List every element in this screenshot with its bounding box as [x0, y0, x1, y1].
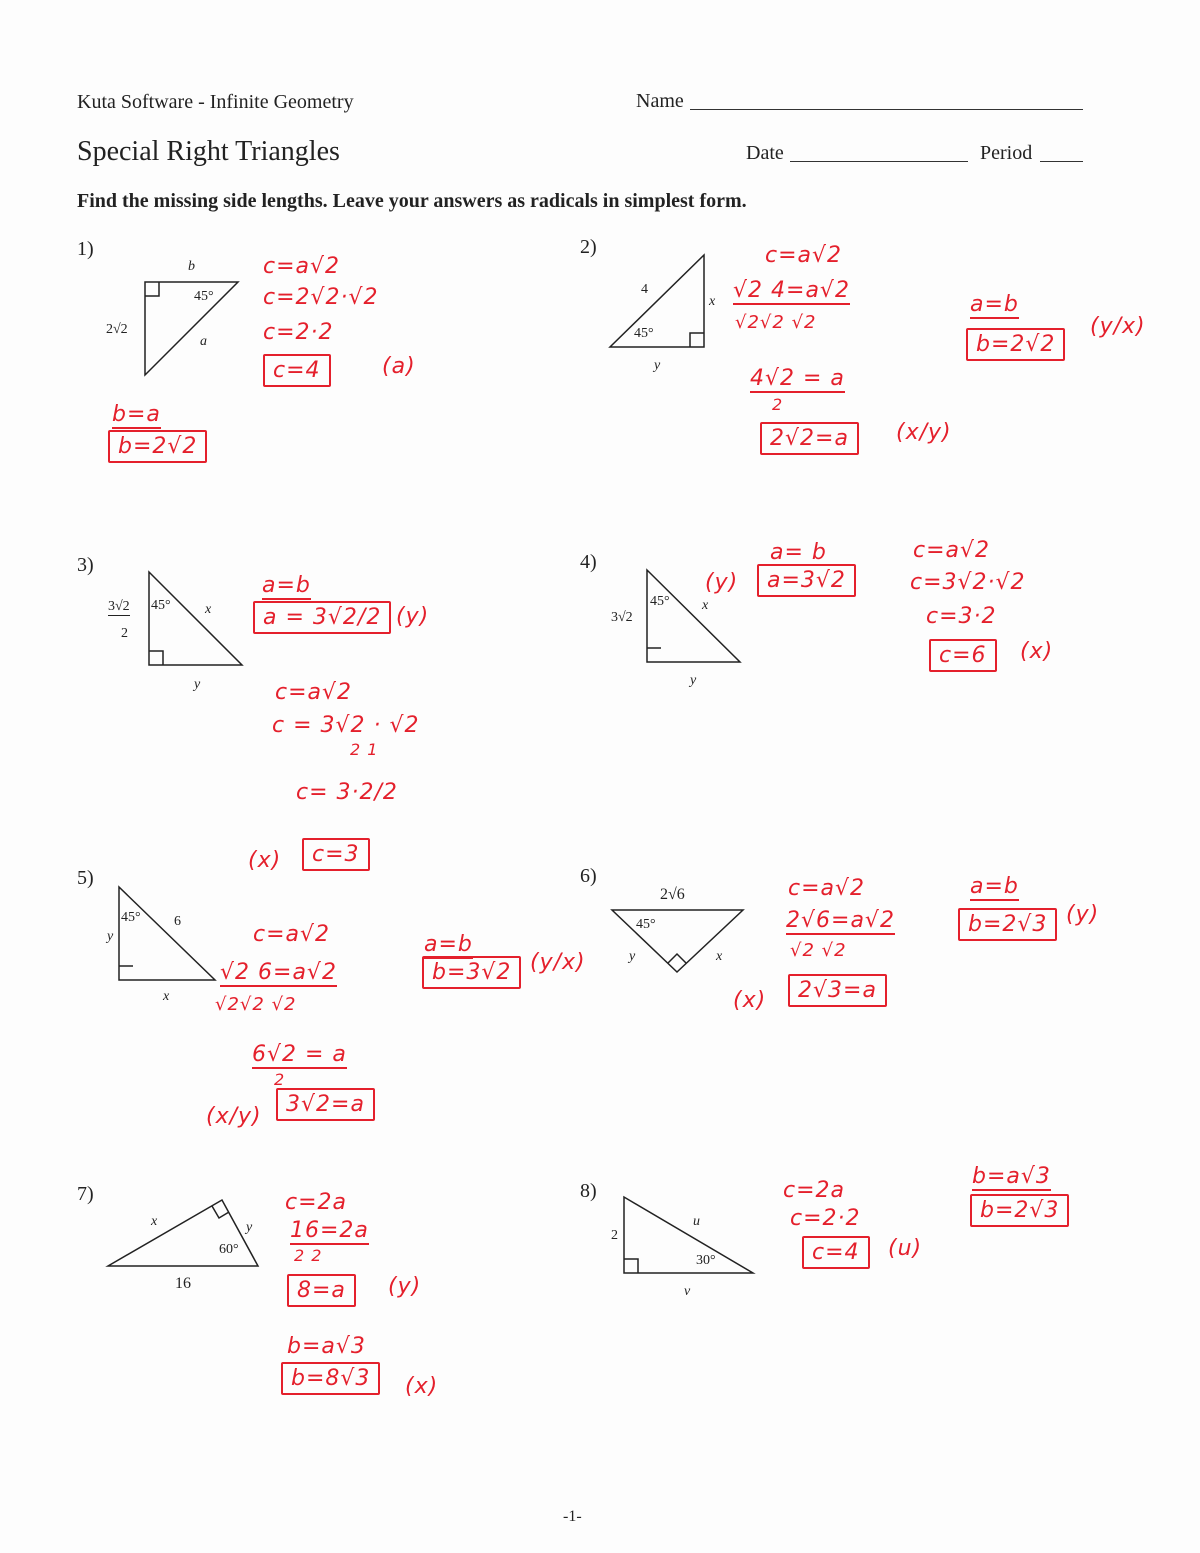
handwritten-note: (x): [733, 988, 767, 1013]
angle-label: 45°: [121, 910, 141, 925]
handwritten-step: 2 2: [294, 1246, 323, 1265]
triangle-5: [119, 887, 215, 980]
angle-label: 45°: [650, 594, 670, 609]
handwritten-step: 2: [772, 395, 784, 414]
side-label: 16: [175, 1275, 191, 1292]
problem-4-number: 4): [580, 551, 597, 573]
side-label: y: [690, 673, 697, 688]
handwritten-step: c=a√2: [275, 680, 353, 705]
handwritten-step: a= b: [770, 540, 827, 565]
handwritten-answer: 8=a: [287, 1274, 356, 1307]
side-label: x: [709, 294, 716, 309]
handwritten-answer: a = 3√2/2: [253, 601, 391, 634]
handwritten-note: (a): [382, 354, 416, 379]
handwritten-note: (x/y): [206, 1104, 262, 1129]
handwritten-answer: a=3√2: [757, 564, 856, 597]
handwritten-step: c=a√2: [913, 538, 991, 563]
handwritten-answer: 2√3=a: [788, 974, 887, 1007]
handwritten-step: 2 1: [350, 740, 379, 759]
problem-5-number: 5): [77, 867, 94, 889]
handwritten-note: (y/x): [530, 950, 586, 975]
handwritten-note: (x/y): [896, 420, 952, 445]
date-label: Date: [746, 142, 784, 164]
handwritten-answer: b=2√3: [958, 908, 1057, 941]
side-label: b: [188, 259, 195, 274]
problem-1-number: 1): [77, 238, 94, 260]
handwritten-answer: 2√2=a: [760, 422, 859, 455]
handwritten-step: a=b: [424, 932, 473, 957]
handwritten-step: c=a√2: [788, 876, 866, 901]
problem-3-number: 3): [77, 554, 94, 576]
handwritten-note: (u): [888, 1236, 923, 1261]
page-number: -1-: [563, 1508, 582, 1525]
side-label: x: [151, 1214, 158, 1229]
side-label: x: [163, 989, 170, 1004]
handwritten-step: c= 3·2/2: [296, 780, 398, 805]
handwritten-note: (y): [1066, 902, 1100, 927]
side-label: x: [205, 602, 212, 617]
handwritten-step: c=2·2: [790, 1206, 861, 1231]
side-label: x: [716, 949, 723, 964]
period-label: Period: [980, 142, 1033, 164]
side-label: u: [693, 1214, 700, 1229]
triangle-8: [624, 1197, 753, 1273]
name-label: Name: [636, 90, 684, 112]
angle-label: 45°: [634, 326, 654, 341]
handwritten-step: c=3√2·√2: [910, 570, 1026, 595]
side-label: a: [200, 334, 207, 349]
handwritten-step: √2√2 √2: [215, 994, 297, 1015]
side-label: 2: [611, 1228, 618, 1243]
handwritten-note: (x): [1020, 639, 1054, 664]
handwritten-note: (y/x): [1090, 314, 1146, 339]
handwritten-step: 2√6=a√2: [786, 908, 895, 933]
handwritten-step: 2: [274, 1070, 286, 1089]
handwritten-step: c=a√2: [253, 922, 331, 947]
handwritten-step: √2√2 √2: [735, 312, 817, 333]
side-label: y: [107, 929, 114, 944]
angle-label: 45°: [194, 289, 214, 304]
side-label: 4: [641, 282, 648, 297]
side-label: y: [194, 677, 201, 692]
page-title: Special Right Triangles: [77, 136, 340, 167]
handwritten-step: √2 6=a√2: [220, 960, 337, 985]
problem-8-number: 8): [580, 1180, 597, 1202]
handwritten-step: a=b: [970, 874, 1019, 899]
side-label: 2√2: [106, 322, 128, 337]
handwritten-step: a=b: [970, 292, 1019, 317]
side-label: y: [654, 358, 661, 373]
handwritten-answer: c=3: [302, 838, 370, 871]
handwritten-answer: b=2√2: [108, 430, 207, 463]
handwritten-step: c=2√2·√2: [263, 285, 379, 310]
handwritten-answer: b=2√2: [966, 328, 1065, 361]
handwritten-answer: 3√2=a: [276, 1088, 375, 1121]
angle-label: 30°: [696, 1253, 716, 1268]
handwritten-answer: c=4: [802, 1236, 870, 1269]
side-label: y: [629, 949, 636, 964]
handwritten-step: c=3·2: [926, 604, 997, 629]
handwritten-step: √2 √2: [790, 940, 847, 961]
handwritten-note: (x): [405, 1374, 439, 1399]
handwritten-step: c=2a: [783, 1178, 846, 1203]
angle-label: 60°: [219, 1242, 239, 1257]
handwritten-step: c=a√2: [765, 243, 843, 268]
side-label: 2: [121, 626, 128, 641]
handwritten-step: b=a: [112, 402, 161, 427]
handwritten-note: (x): [248, 848, 282, 873]
problem-6-number: 6): [580, 865, 597, 887]
problem-2-number: 2): [580, 236, 597, 258]
handwritten-step: c=a√2: [263, 254, 341, 279]
handwritten-note: (y): [705, 570, 739, 595]
handwritten-step: 6√2 = a: [252, 1042, 347, 1067]
handwritten-answer: b=8√3: [281, 1362, 380, 1395]
angle-label: 45°: [151, 598, 171, 613]
handwritten-step: b=a√3: [972, 1164, 1051, 1189]
side-label: x: [702, 598, 709, 613]
angle-label: 45°: [636, 917, 656, 932]
handwritten-answer: c=4: [263, 354, 331, 387]
side-label: 3√2: [611, 610, 633, 625]
instructions: Find the missing side lengths. Leave your answers as radicals in simplest form.: [77, 190, 747, 212]
handwritten-answer: b=2√3: [970, 1194, 1069, 1227]
side-label: 2√6: [660, 886, 685, 903]
side-label: y: [246, 1220, 253, 1235]
handwritten-step: c=2a: [285, 1190, 348, 1215]
publisher: Kuta Software - Infinite Geometry: [77, 91, 354, 113]
handwritten-step: c = 3√2 · √2: [272, 713, 420, 738]
problem-7-number: 7): [77, 1183, 94, 1205]
handwritten-note: (y): [388, 1274, 422, 1299]
handwritten-answer: c=6: [929, 639, 997, 672]
handwritten-step: b=a√3: [287, 1334, 366, 1359]
handwritten-note: (y): [396, 604, 430, 629]
handwritten-step: a=b: [262, 573, 311, 598]
side-label: 6: [174, 914, 181, 929]
handwritten-step: 4√2 = a: [750, 366, 845, 391]
handwritten-step: √2 4=a√2: [733, 278, 850, 303]
handwritten-answer: b=3√2: [422, 956, 521, 989]
side-label: v: [684, 1284, 691, 1299]
handwritten-step: 16=2a: [290, 1218, 369, 1243]
handwritten-step: c=2·2: [263, 320, 334, 345]
side-label: 3√2: [108, 599, 130, 614]
